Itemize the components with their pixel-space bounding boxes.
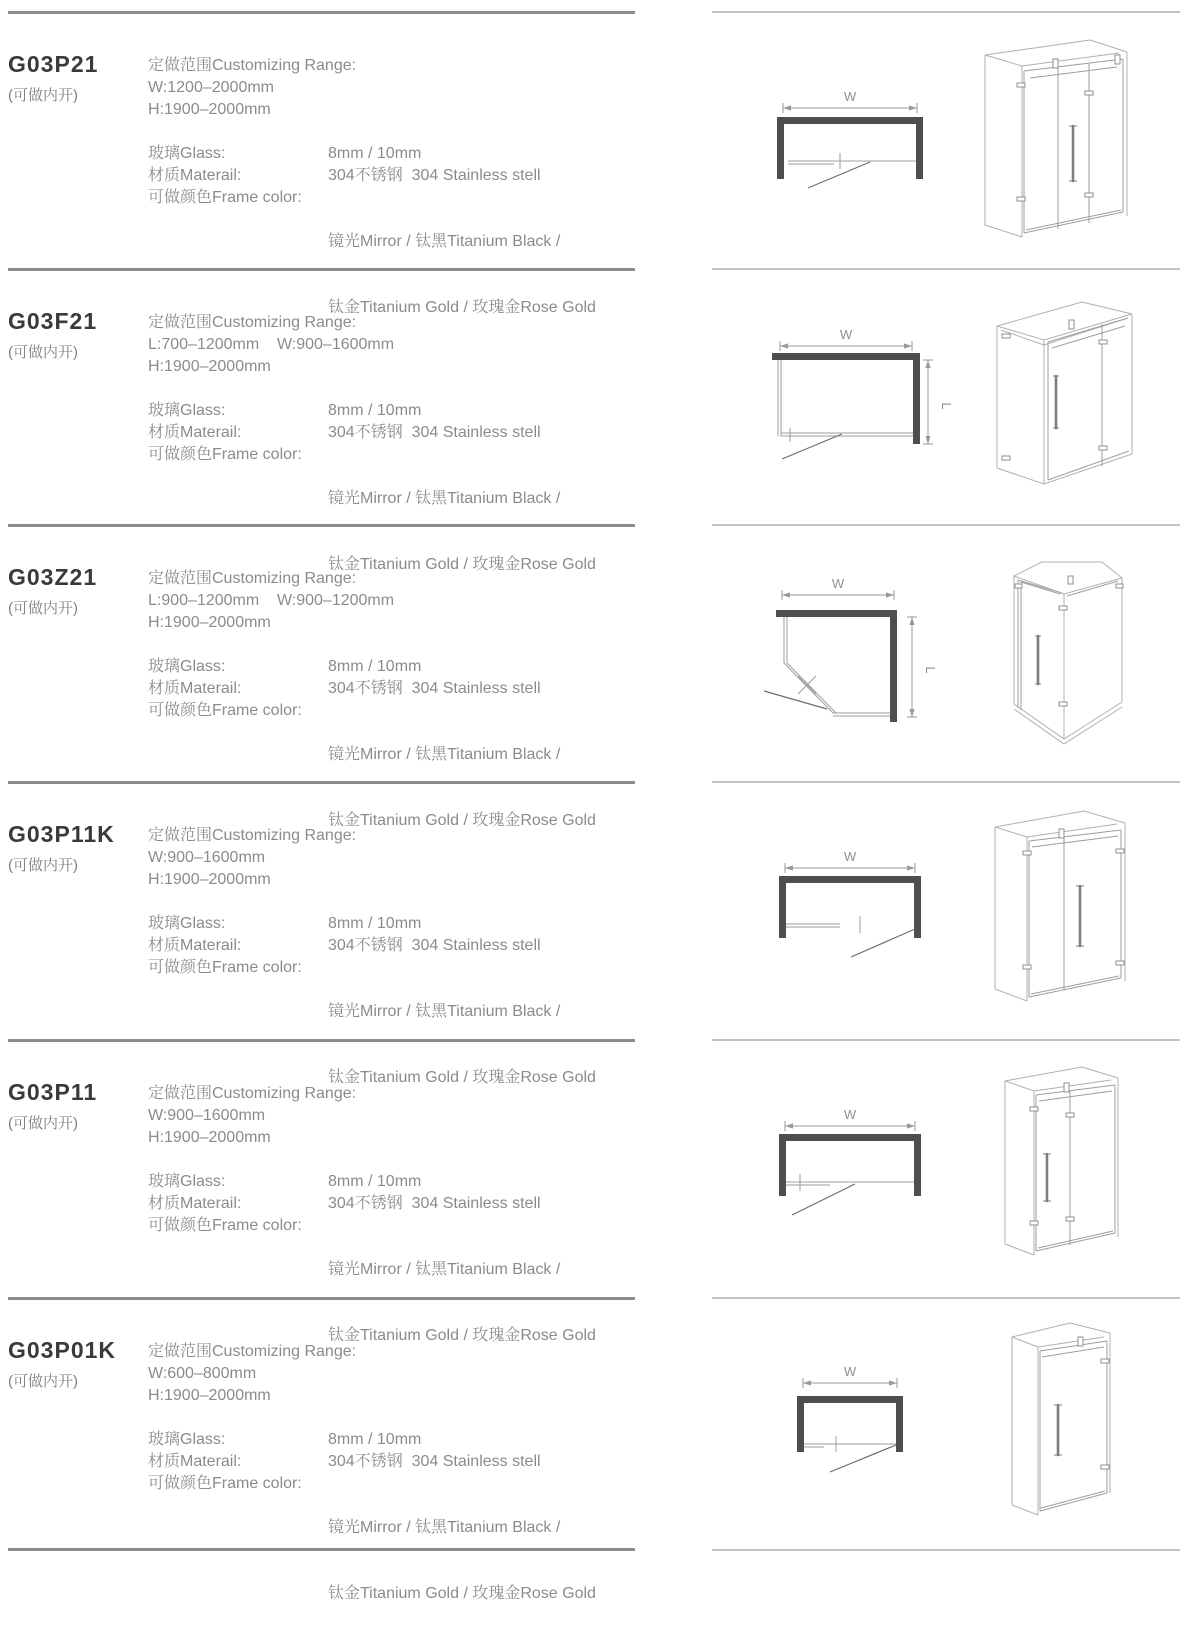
material-value: 304不锈钢 304 Stainless stell xyxy=(328,680,541,697)
material-value: 304不锈钢 304 Stainless stell xyxy=(328,937,541,954)
frame-color-label: 可做颜色Frame color: xyxy=(148,189,302,206)
model-note: (可做内开) xyxy=(8,87,78,104)
divider-left xyxy=(8,1039,635,1042)
frame-color-label: 可做颜色Frame color: xyxy=(148,1217,302,1234)
glass-label: 玻璃Glass: xyxy=(148,402,226,419)
range-line: H:1900–2000mm xyxy=(148,1387,271,1404)
range-line: L:900–1200mm W:900–1200mm xyxy=(148,592,395,609)
glass-label: 玻璃Glass: xyxy=(148,915,226,932)
material-label: 材质Materail: xyxy=(148,424,242,441)
model-code: G03P11 xyxy=(8,1079,98,1105)
range-line: H:1900–2000mm xyxy=(148,101,271,118)
range-line: H:1900–2000mm xyxy=(148,614,271,631)
range-line: H:1900–2000mm xyxy=(148,1129,271,1146)
material-value: 304不锈钢 304 Stainless stell xyxy=(328,1453,541,1470)
divider-left xyxy=(8,268,635,271)
frame-color-value: 镜光Mirror / 钛黑Titanium Black / 钛金Titanium Gold / 玫瑰金Rose Gold xyxy=(328,1261,596,1344)
glass-value: 8mm / 10mm xyxy=(328,1431,422,1448)
bottom-dividers xyxy=(0,1548,1200,1557)
glass-value: 8mm / 10mm xyxy=(328,145,422,162)
range-line: H:1900–2000mm xyxy=(148,871,271,888)
frame-color-label: 可做颜色Frame color: xyxy=(148,1475,302,1492)
glass-value: 8mm / 10mm xyxy=(328,1173,422,1190)
frame-color-value: 镜光Mirror / 钛黑Titanium Black / 钛金Titanium Gold / 玫瑰金Rose Gold xyxy=(328,233,596,316)
divider-left xyxy=(8,1548,635,1551)
glass-value: 8mm / 10mm xyxy=(328,915,422,932)
material-label: 材质Materail: xyxy=(148,167,242,184)
drawings xyxy=(712,11,1182,261)
dim-l-label: L xyxy=(939,402,954,410)
drawings xyxy=(712,268,1182,518)
divider-left xyxy=(8,11,635,14)
glass-label: 玻璃Glass: xyxy=(148,1431,226,1448)
divider-left xyxy=(8,524,635,527)
range-line: H:1900–2000mm xyxy=(148,358,271,375)
frame-color-value: 镜光Mirror / 钛黑Titanium Black / 钛金Titanium Gold / 玫瑰金Rose Gold xyxy=(328,490,596,573)
divider-left xyxy=(8,1297,635,1300)
range-title: 定做范围Customizing Range: xyxy=(148,1085,357,1102)
frame-color-label: 可做颜色Frame color: xyxy=(148,702,302,719)
range-line: L:700–1200mm W:900–1600mm xyxy=(148,336,395,353)
product-row-g03f21 xyxy=(0,268,1200,573)
material-value: 304不锈钢 304 Stainless stell xyxy=(328,424,541,441)
plan-and-iso-drawing-g03p11k xyxy=(712,781,1182,1031)
drawings xyxy=(712,1039,1182,1289)
glass-label: 玻璃Glass: xyxy=(148,145,226,162)
dim-w-label: W xyxy=(831,576,845,591)
frame-color-value: 镜光Mirror / 钛黑Titanium Black / 钛金Titanium Gold / 玫瑰金Rose Gold xyxy=(328,1003,596,1086)
frame-color-value: 镜光Mirror / 钛黑Titanium Black / 钛金Titanium Gold / 玫瑰金Rose Gold xyxy=(328,1519,596,1602)
model-note: (可做内开) xyxy=(8,1115,78,1132)
range-line: W:900–1600mm xyxy=(148,849,266,866)
model-code: G03Z21 xyxy=(8,564,98,590)
material-label: 材质Materail: xyxy=(148,937,242,954)
model-note: (可做内开) xyxy=(8,857,78,874)
dim-w-label: W xyxy=(843,1107,857,1122)
model-code: G03P11K xyxy=(8,821,115,847)
glass-label: 玻璃Glass: xyxy=(148,658,226,675)
model-note: (可做内开) xyxy=(8,1373,78,1390)
product-row-g03p11 xyxy=(0,1039,1200,1344)
glass-value: 8mm / 10mm xyxy=(328,402,422,419)
glass-value: 8mm / 10mm xyxy=(328,658,422,675)
material-label: 材质Materail: xyxy=(148,1195,242,1212)
range-line: W:1200–2000mm xyxy=(148,79,274,96)
dim-w-label: W xyxy=(843,89,857,104)
product-row-g03p21 xyxy=(0,11,1200,316)
range-line: W:900–1600mm xyxy=(148,1107,266,1124)
plan-and-iso-drawing-g03p01k xyxy=(712,1297,1182,1547)
drawings xyxy=(712,524,1182,774)
model-note: (可做内开) xyxy=(8,600,78,617)
range-title: 定做范围Customizing Range: xyxy=(148,57,357,74)
range-line: W:600–800mm xyxy=(148,1365,257,1382)
product-row-g03z21 xyxy=(0,524,1200,829)
divider-right xyxy=(712,1549,1180,1551)
dim-w-label: W xyxy=(839,327,853,342)
material-label: 材质Materail: xyxy=(148,1453,242,1470)
range-title: 定做范围Customizing Range: xyxy=(148,827,357,844)
dim-l-label: L xyxy=(923,666,938,674)
dim-w-label: W xyxy=(843,849,857,864)
range-title: 定做范围Customizing Range: xyxy=(148,570,357,587)
drawings xyxy=(712,781,1182,1031)
plan-and-iso-drawing-g03f21 xyxy=(712,268,1182,518)
glass-label: 玻璃Glass: xyxy=(148,1173,226,1190)
plan-and-iso-drawing-g03p21 xyxy=(712,11,1182,261)
dim-w-label: W xyxy=(843,1364,857,1379)
model-code: G03P01K xyxy=(8,1337,117,1363)
material-value: 304不锈钢 304 Stainless stell xyxy=(328,1195,541,1212)
material-value: 304不锈钢 304 Stainless stell xyxy=(328,167,541,184)
frame-color-value: 镜光Mirror / 钛黑Titanium Black / 钛金Titanium Gold / 玫瑰金Rose Gold xyxy=(328,746,596,829)
frame-color-label: 可做颜色Frame color: xyxy=(148,446,302,463)
model-note: (可做内开) xyxy=(8,344,78,361)
range-title: 定做范围Customizing Range: xyxy=(148,314,357,331)
drawings xyxy=(712,1297,1182,1547)
material-label: 材质Materail: xyxy=(148,680,242,697)
frame-color-label: 可做颜色Frame color: xyxy=(148,959,302,976)
plan-and-iso-drawing-g03p11 xyxy=(712,1039,1182,1289)
model-code: G03F21 xyxy=(8,308,98,334)
product-row-g03p11k xyxy=(0,781,1200,1086)
plan-and-iso-drawing-g03z21 xyxy=(712,524,1182,774)
divider-left xyxy=(8,781,635,784)
product-row-g03p01k xyxy=(0,1297,1200,1602)
model-code: G03P21 xyxy=(8,51,99,77)
range-title: 定做范围Customizing Range: xyxy=(148,1343,357,1360)
